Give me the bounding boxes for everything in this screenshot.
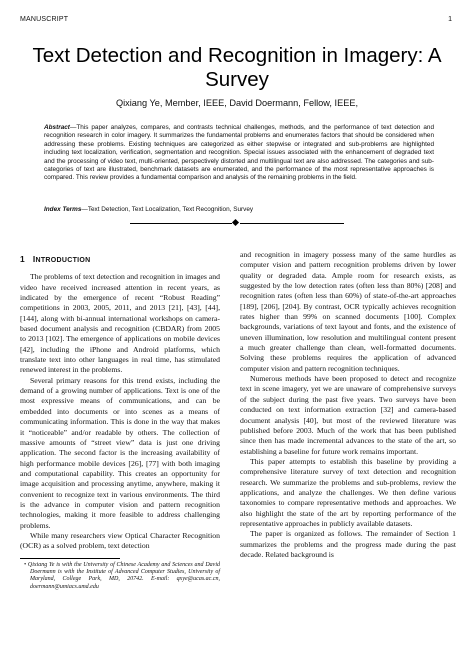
paragraph: While many researchers view Optical Character Recognition (OCR) as a solved problem, text detection <box>20 530 220 551</box>
section-number: 1 <box>20 254 25 264</box>
paragraph: The problems of text detection and recognition in images and video have received increased attention in recent years, as indicated by the emergence of recent “Robust Reading” competitions in 2003, 2005, 2011, and 2013 [21], [43], [44], [144], along with bi-annual international workshops on camera-based document analysis and recognition (CBDAR) from 2005 to 2013 [102]. The emergence of applications on mobile devices [42], including the iPhone and Android platforms, which translate text into other languages in real time, has stimulated renewed interest in the problems. <box>20 272 220 375</box>
section-title-initial: I <box>32 254 36 264</box>
abstract-text: —This paper analyzes, compares, and contrasts technical challenges, methods, and the performance of text detection and recognition research in color imagery. It summarizes the fundamental problems and enumerates factors that should be considered when addressing these problems. Existing techniques are categorized as either stepwise or integrated and sub-problems are highlighted including text localization, verification, segmentation and recognition. Special issues associated with the enhancement of degraded text and the processing of video text, multi-oriented, perspectively distorted and multilingual text are also addressed. The categories and sub-categories of text are illustrated, benchmark datasets are enumerated, and the performance of the most representative approaches is compared. This review provides a fundamental comparison and analysis of the remaining problems in the field. <box>44 124 434 182</box>
section-title-rest: NTRODUCTION <box>35 257 91 264</box>
right-column <box>240 250 456 560</box>
section-heading <box>20 254 220 266</box>
abstract <box>44 124 434 183</box>
paragraph: Several primary reasons for this trend exists, including the demand of a growing number of applications. Text is one of the most expressive means of communications, and can be embedded into documents or into scenes as a means of communicating information. This is done in the way that makes it “noticeable” and/or readable by others. The collection of massive amounts of “street view” data is just one driving application. The second factor is the increasing availability of high performance mobile devices [26], [77] with both imaging and computational capability. This creates an opportunity for image acquisition and processing anytime, anywhere, making it convenient to recognize text in various environments. The third is the advance in computer vision and pattern recognition technologies, making it more feasible to address challenging problems. <box>20 375 220 530</box>
left-column <box>20 250 220 591</box>
paragraph: Numerous methods have been proposed to detect and recognize text in scene imagery, yet we are unaware of comprehensive surveys of the subject during the past five years. Two surveys have been conducted on text information extraction [32] and camera-based document analysis [40], but most of the reviewed literature was published before 2003. Much of the work that has been published since then has made incremental advances to the state of the art, so establishing a baseline for future work remains important. <box>240 374 456 456</box>
footnote: • Qixiang Ye is with the University of Chinese Academy and Sciences and David Doermann is with the Institute of Advanced Computer Studies, University of Maryland, College Park, MD, 20742. E-mail: qxye@ucas.ac.cn, doermann@umiacs.umd.edu <box>24 561 220 590</box>
paragraph: This paper attempts to establish this baseline by providing a comprehensive literature survey of text detection and recognition research. We summarize the problems and sub-problems, review the applications, and analyze the challenges. We then define various taxonomies to compare representative methods and approaches. We also highlight the state of the art by reporting performance of the representative approaches in publicly available datasets. <box>240 456 456 528</box>
abstract-label: Abstract <box>44 124 70 131</box>
page-number: 1 <box>448 16 452 23</box>
diamond-ornament-icon <box>232 219 240 227</box>
index-terms <box>44 206 434 213</box>
footnote-rule <box>20 558 120 559</box>
index-terms-label: Index Terms <box>44 206 82 213</box>
paragraph: and recognition in imagery possess many of the same hurdles as computer vision and pattern recognition problems driven by lower quality or degraded data. Ample room for research exists, as suggested by the low detection rates (often less than 80%) [208] and recognition rates (often less than 60%) of state-of-the-art approaches [189], [206], [204]. By contrast, OCR typically achieves recognition rates higher than 99% on scanned documents [100]. Complex backgrounds, variations of text layout and fonts, and the existence of uneven illumination, low resolution and multilingual content present a much greater challenge than clean, well-formatted documents. Solving these problems requires the application of advanced computer vision and pattern recognition techniques. <box>240 250 456 373</box>
paper-title: Text Detection and Recognition in Imagery: A Survey <box>32 44 442 91</box>
author-line: Qixiang Ye, Member, IEEE, David Doermann, Fellow, IEEE, <box>115 98 359 108</box>
index-terms-text: —Text Detection, Text Localization, Text Recognition, Survey <box>81 206 254 213</box>
running-header: MANUSCRIPT <box>20 16 69 23</box>
paragraph: The paper is organized as follows. The remainder of Section 1 summarizes the problems and the progress made during the past decade. Related background is <box>240 529 456 559</box>
